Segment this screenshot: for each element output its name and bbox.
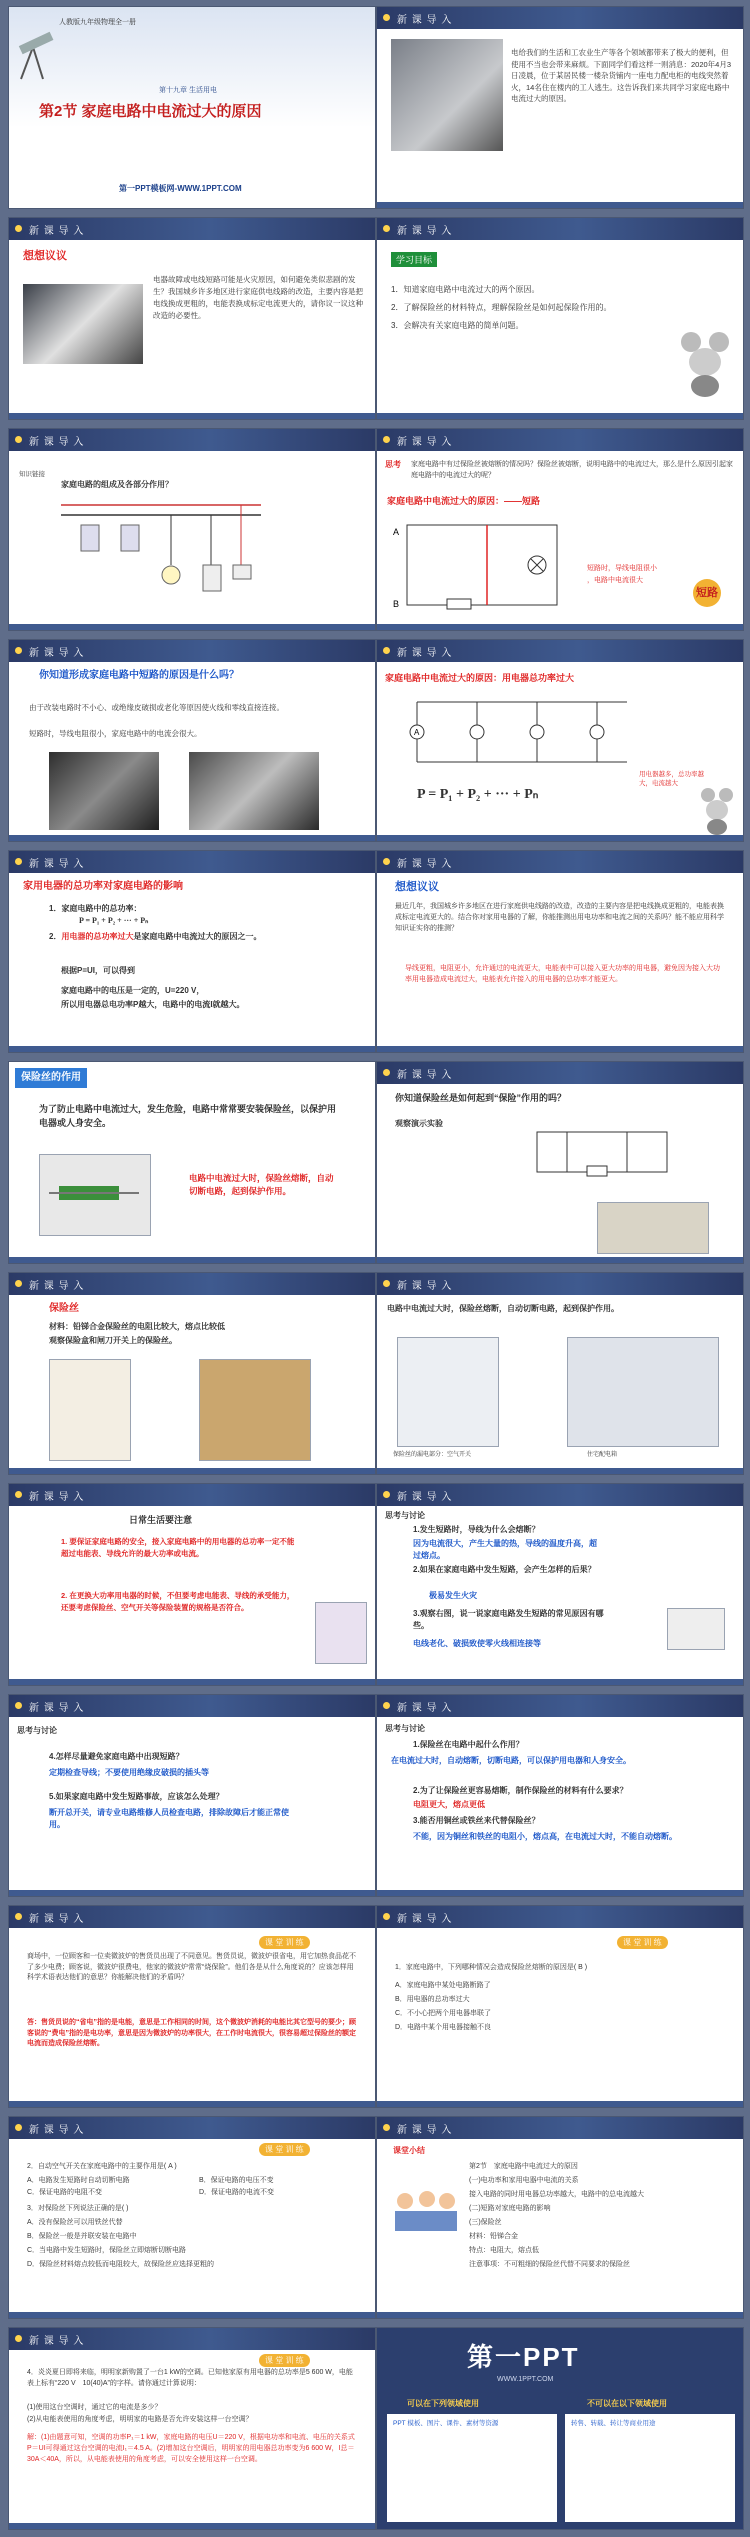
burnt-socket-photo xyxy=(49,752,159,830)
air-switch-caption: 保险丝的漏电部分：空气开关 xyxy=(393,1452,472,1458)
slide-15[interactable] xyxy=(8,1483,376,1686)
q1: 1.发生短路时，导线为什么会熔断？ xyxy=(413,1525,540,1534)
cause-text: 由于改装电路时不小心、或绝缘皮破损或老化等原因使火线和零线直接连接。 xyxy=(29,703,284,712)
q3-option-d[interactable]: D．保险丝材料熔点较低而电阻较大，故保险丝应选择更粗的 xyxy=(27,2261,215,2268)
goal-2: 2．了解保险丝的材料特点，理解保险丝是如何起保险作用的。 xyxy=(391,303,612,312)
fuse-summary: 电路中电流过大时，保险丝熔断，自动切断电路，起到保护作用。 xyxy=(387,1304,619,1313)
slide-header: 新 课 导 入 xyxy=(9,640,375,662)
practice-badge: 课 堂 训 练 xyxy=(617,1936,668,1949)
summary-line-5: (三)保险丝 xyxy=(469,2219,502,2226)
slide-header: 新 课 导 入 xyxy=(9,1273,375,1295)
slide-9[interactable] xyxy=(8,850,376,1053)
forbidden-desc: 转售、转载、转让等商业用途 xyxy=(571,2420,656,2427)
slide-header: 新 课 导 入 xyxy=(9,429,375,451)
power-formula: P = P₁ + P₂ + ··· + Pₙ xyxy=(417,787,539,802)
circuit-caption: 家庭电路的组成及各部分作用？ xyxy=(61,480,173,489)
slide-header: 新 课 导 入 xyxy=(9,2117,375,2139)
fuse-title: 保险丝 xyxy=(49,1303,79,1314)
summary-line-7: 特点：电阻大，熔点低 xyxy=(469,2247,539,2254)
short-circuit-diagram xyxy=(387,515,577,615)
question-3: 3．对保险丝下列说法正确的是( ) xyxy=(27,2205,129,2212)
slide-header: 新 课 导 入 xyxy=(9,218,375,240)
discussion-tag: 想想议议 xyxy=(23,250,67,262)
slide-header: 新 课 导 入 xyxy=(377,2117,743,2139)
problem-q2: (2)从电能表使用的角度考虑，明明家的电路是否允许安装这样一台空调？ xyxy=(27,2416,253,2423)
appliance-photo xyxy=(315,1602,367,1664)
total-power-formula: P = P₁ + P₂ + ··· + Pₙ xyxy=(79,916,149,925)
distribution-box-caption: 住宅配电箱 xyxy=(587,1452,618,1458)
brand-logo: 第一PPT xyxy=(467,2342,580,2372)
slide-18[interactable] xyxy=(376,1694,744,1897)
slide-header: 新 课 导 入 xyxy=(377,1906,743,1928)
slide-title: 第2节 家庭电路中电流过大的原因 xyxy=(39,103,262,120)
slide-header: 新 课 导 入 xyxy=(377,1062,743,1084)
rule-1: 1. 要保证家庭电路的安全，接入家庭电路中的用电器的总功率一定不能超过电能表、导线允许的最大功率或电流。 xyxy=(61,1537,295,1558)
slide-header: 新 课 导 入 xyxy=(377,640,743,662)
experiment-diagram xyxy=(527,1122,687,1192)
q4: 4.怎样尽量避免家庭电路中出现短路？ xyxy=(49,1752,184,1761)
a2: 电阻更大，熔点更低 xyxy=(413,1800,485,1809)
slide-11[interactable] xyxy=(8,1061,376,1264)
conclusion-line: 所以用电器总电功率P越大，电路中的电流I就越大。 xyxy=(61,1000,245,1009)
slide-19[interactable] xyxy=(8,1905,376,2108)
fuse-icon xyxy=(49,1174,139,1214)
parallel-circuit-diagram xyxy=(407,692,637,772)
q2-option-d[interactable]: D．保证电路的电流不变 xyxy=(199,2189,275,2196)
summary-line-4: (二)短路对家庭电路的影响 xyxy=(469,2205,551,2212)
slide-21[interactable] xyxy=(8,2116,376,2319)
scenario-text: 商场中，一位顾客和一位卖微波炉的售货员出现了不同意见。售货员说，微波炉很省电，用它加热食品花不了多少电费；顾客说，微波炉很费电，他家的微波炉常常“烧保险”。他们各是从什么角度说的？应该怎样用科学术语表达他们的意思？你能解决他们的矛盾吗？ xyxy=(27,1953,356,1981)
discuss-title: 思考与讨论 xyxy=(385,1511,425,1520)
slide-header: 新 课 导 入 xyxy=(9,2328,375,2350)
daily-life-title: 日常生活要注意 xyxy=(129,1515,193,1525)
option-c[interactable]: C．不小心把两个用电器串联了 xyxy=(395,2010,492,2017)
svg-text:B: B xyxy=(393,599,400,609)
section-title: 家用电器的总功率对家庭电路的影响 xyxy=(23,881,183,892)
telescope-icon xyxy=(13,27,57,87)
a3: 不能，因为铜丝和铁丝的电阻小，熔点高，在电流过大时，不能自动熔断。 xyxy=(413,1832,677,1841)
slide-header: 新 课 导 入 xyxy=(377,1484,743,1506)
burnt-meter-photo xyxy=(189,752,319,830)
a4: 定期检查导线；不要使用绝缘皮破损的插头等 xyxy=(49,1768,209,1777)
slide-23[interactable] xyxy=(8,2327,376,2530)
section-bar: 保险丝的作用 xyxy=(15,1068,87,1088)
slide-header: 新 课 导 入 xyxy=(9,851,375,873)
problem-answer: 解：(1)由题意可知，空调的功率P₁＝1 kW，家庭电路的电压U＝220 V，根据电功率和电流、电压的关系式P＝UI可得通过这台空调的电流I₁＝4.5 A。(2)增加这台空调后，明明家的用电器总功率变为6 600 W，I总＝30A＜40A，所以，从电能表使用的角度考虑，可以安全使用这样一台空调。 xyxy=(27,2434,355,2463)
practice-badge: 课 堂 训 练 xyxy=(259,2143,310,2156)
slide-17[interactable] xyxy=(8,1694,376,1897)
slide-8[interactable] xyxy=(376,639,744,842)
slide-20[interactable] xyxy=(376,1905,744,2108)
q1: 1.保险丝在电路中起什么作用？ xyxy=(413,1740,524,1749)
discuss-title: 思考与讨论 xyxy=(17,1726,57,1735)
summary-tag: 课堂小结 xyxy=(393,2146,425,2155)
power-cause: 家庭电路中电流过大的原因：用电器总功率过大 xyxy=(385,673,575,683)
q3: 3.能否用铜丝或铁丝来代替保险丝？ xyxy=(413,1816,540,1825)
fuse-effect-text: 电路中电流过大时，保险丝熔断，自动切断电路，起到保护作用。 xyxy=(189,1173,334,1196)
slide-12[interactable] xyxy=(376,1061,744,1264)
slide-header: 新 课 导 入 xyxy=(9,1484,375,1506)
slide-header: 新 课 导 入 xyxy=(377,1695,743,1717)
fuse-material: 材料：铅锑合金保险丝的电阻比较大，熔点比较低 xyxy=(49,1322,225,1331)
option-b[interactable]: B．用电器的总功率过大 xyxy=(395,1996,470,2003)
discussion-answer: 导线更粗，电阻更小，允许通过的电流更大，电能表中可以接入更大功率的用电器，避免因为接入大功率用电器造成电流过大，电能表允许接入的用电器的总功率才能更大。 xyxy=(405,965,720,983)
slide-6[interactable] xyxy=(376,428,744,631)
short-circuit-cause: 家庭电路中电流过大的原因：——短路 xyxy=(387,496,541,506)
q3-option-a[interactable]: A．没有保险丝可以用铁丝代替 xyxy=(27,2219,123,2226)
slide-header: 新 课 导 入 xyxy=(377,218,743,240)
summary-line-8: 注意事项：不可粗细的保险丝代替不同要求的保险丝 xyxy=(469,2261,630,2268)
forbidden-title: 不可以在以下领域使用 xyxy=(587,2399,667,2408)
reason-line: 2．用电器的总功率过大是家庭电路中电流过大的原因之一。 xyxy=(49,932,262,941)
experiment-photo xyxy=(597,1202,709,1254)
practice-badge: 课 堂 训 练 xyxy=(259,1936,310,1949)
mouse-mascot-icon xyxy=(699,786,735,836)
slide-14[interactable] xyxy=(376,1272,744,1475)
slide-4[interactable] xyxy=(376,217,744,420)
discuss-title: 思考与讨论 xyxy=(385,1724,425,1733)
chapter-label: 第十九章 生活用电 xyxy=(159,87,217,94)
short-label: 短路 xyxy=(693,579,721,607)
allowed-desc: PPT 模板、图片、课件、素材等资源 xyxy=(393,2420,499,2427)
think-text: 家庭电路中有过保险丝被熔断的情况吗？保险丝被熔断，说明电路中的电流过大，那么是什么原因引起家庭电路中的电流过大的呢？ xyxy=(411,461,733,479)
total-power-label: 1．家庭电路中的总功率： xyxy=(49,904,142,913)
students-icon xyxy=(391,2187,461,2237)
q5: 5.如果家庭电路中发生短路事故，应该怎么处理？ xyxy=(49,1792,224,1801)
option-d[interactable]: D．电路中某个用电器接触不良 xyxy=(395,2024,492,2031)
scenario-answer: 答：售货员说的“省电”指的是电能，意思是工作相同的时间，这个微波炉消耗的电能比其它型号的要少；顾客说的“费电”指的是电功率，意思是因为微波炉的功率很大，在工作时电流很大，很容易超过保险丝的额定电流而造成保险丝熔断。 xyxy=(27,2019,356,2047)
fuse-purpose-text: 为了防止电路中电流过大，发生危险，电路中常常要安装保险丝，以保护用电器或人身安全。 xyxy=(39,1104,337,1128)
slide-3[interactable] xyxy=(8,217,376,420)
slide-10[interactable] xyxy=(376,850,744,1053)
slide-5[interactable] xyxy=(8,428,376,631)
book-label: 人教版九年级物理全一册 xyxy=(59,19,136,26)
site-label: 第一PPT模板网-WWW.1PPT.COM xyxy=(119,184,242,193)
forbidden-panel xyxy=(565,2414,735,2522)
short-note-2: ，电路中电流很大 xyxy=(587,577,643,584)
summary-line-2: (一)电功率和家用电器中电流的关系 xyxy=(469,2177,579,2184)
observe-label: 观察保险盒和闸刀开关上的保险丝。 xyxy=(49,1336,177,1345)
a3: 电线老化、破损致使零火线相连接等 xyxy=(413,1639,541,1648)
problem-q1: (1)使用这台空调时，通过它的电流是多少？ xyxy=(27,2404,162,2411)
slide-header: 新 课 导 入 xyxy=(9,1695,375,1717)
svg-text:A: A xyxy=(393,527,400,537)
household-circuit-diagram xyxy=(61,495,261,615)
fuse-question: 你知道保险丝是如何起到“保险”作用的吗？ xyxy=(395,1093,567,1103)
slide-2[interactable] xyxy=(376,6,744,209)
voltage-line: 家庭电路中的电压是一定的，U=220 V， xyxy=(61,986,205,995)
slide-header: 新 课 导 入 xyxy=(377,429,743,451)
intro-text: 电给我们的生活和工农业生产等各个领域都带来了极大的便利，但使用不当也会带来麻烦。下面同学们看这样一则消息：2020年4月3日凌晨，位于某居民楼一楼杂货铺内一座电力配电柜的电线突然着火，14名住在楼内的工人逃生。这告诉我们来共同学习家庭电路中电流过大的原因。 xyxy=(511,48,732,103)
question-title: 你知道形成家庭电路中短路的原因是什么吗？ xyxy=(39,670,239,681)
slide-1[interactable] xyxy=(8,6,376,209)
discussion-text: 最近几年，我国城乡许多地区在进行家庭供电线路的改造，改造的主要内容是把电线换成更粗的，电能表换成标定电流更大的。结合你对家用电器的了解，你能推测出用电功率和电流之间的关系吗？能不能应用科学知识证实你的推测？ xyxy=(395,903,724,932)
option-a[interactable]: A．家庭电路中某处电路断路了 xyxy=(395,1982,491,1989)
air-switch-photo xyxy=(397,1337,499,1447)
slide-header: 新 课 导 入 xyxy=(377,7,743,29)
formula-intro: 根据P=UI，可以得到 xyxy=(61,966,136,975)
socket-photo xyxy=(667,1608,725,1650)
short-note-1: 短路时，导线电阻很小 xyxy=(587,565,657,572)
q3-option-b[interactable]: B．保险丝一般是并联安装在电路中 xyxy=(27,2233,137,2240)
summary-line-1: 第2节 家庭电路中电流过大的原因 xyxy=(469,2163,578,2170)
q2-option-b[interactable]: B．保证电路的电压不变 xyxy=(199,2177,274,2184)
rule-2: 2. 在更换大功率用电器的时候，不但要考虑电能表、导线的承受能力，还要考虑保险丝、空气开关等保险装置的规格是否符合。 xyxy=(61,1591,295,1612)
experiment-label: 观察演示实验 xyxy=(395,1119,443,1128)
think-tag: 思考 xyxy=(385,460,401,469)
summary-line-6: 材料：铅锑合金 xyxy=(469,2233,518,2240)
q3: 3.观察右图，说一说家庭电路发生短路的常见原因有哪些。 xyxy=(413,1609,604,1630)
slide-22[interactable] xyxy=(376,2116,744,2319)
fire-photo xyxy=(23,284,143,364)
brand-url: WWW.1PPT.COM xyxy=(497,2376,554,2383)
allowed-title: 可以在下列领域使用 xyxy=(407,2399,479,2408)
q3-option-c[interactable]: C．当电路中发生短路时，保险丝立即熔断切断电路 xyxy=(27,2247,187,2254)
a1: 因为电流很大，产生大量的热，导线的温度升高，超过熔点。 xyxy=(413,1539,597,1560)
a1: 在电流过大时，自动熔断，切断电路，可以保护用电器和人身安全。 xyxy=(391,1756,631,1765)
slide-header: 新 课 导 入 xyxy=(377,1273,743,1295)
slide-24[interactable] xyxy=(376,2327,744,2530)
slide-16[interactable] xyxy=(376,1483,744,1686)
q2: 2.为了让保险丝更容易熔断，制作保险丝的材料有什么要求？ xyxy=(413,1786,628,1795)
goals-tag: 学习目标 xyxy=(391,252,437,267)
link-label: 知识链接 xyxy=(19,471,45,478)
slide-header: 新 课 导 入 xyxy=(377,851,743,873)
a5: 断开总开关，请专业电路维修人员检查电路，排除故障后才能正常使用。 xyxy=(49,1808,289,1829)
slide-7[interactable] xyxy=(8,639,376,842)
discussion-text: 电器故障或电线短路可能是火灾原因，如何避免类似悲剧的发生？我国城乡许多地区进行家庭供电线路的改造，主要内容是把电线换成更粗的，电能表换成标定电流更大的，请你议一议这种改造的必要性。 xyxy=(153,275,363,320)
goal-1: 1．知道家庭电路中电流过大的两个原因。 xyxy=(391,285,540,294)
slide-header: 新 课 导 入 xyxy=(9,1906,375,1928)
knife-switch-photo xyxy=(199,1359,311,1461)
question-2: 2．自动空气开关在家庭电路中的主要作用是( A ) xyxy=(27,2163,177,2170)
mouse-mascot-icon xyxy=(677,328,733,398)
discussion-tag: 想想议议 xyxy=(395,881,439,893)
slide-13[interactable] xyxy=(8,1272,376,1475)
problem-text: 4．炎炎夏日即将来临，明明家新购置了一台1 kW的空调。已知他家原有用电器的总功率是5 600 W，电能表上标有“220 V 10(40)A”的字样。请你通过计算说明： xyxy=(27,2369,353,2387)
allowed-panel xyxy=(387,2414,557,2522)
distribution-box-photo xyxy=(567,1337,719,1447)
q2-option-a[interactable]: A．电路发生短路时自动切断电路 xyxy=(27,2177,130,2184)
goal-3: 3．会解决有关家庭电路的简单问题。 xyxy=(391,321,524,330)
result-text: 短路时，导线电阻很小，家庭电路中的电流会很大。 xyxy=(29,729,202,738)
q2-option-c[interactable]: C．保证电路的电阻不变 xyxy=(27,2189,103,2196)
summary-line-3: 接入电路的同时用电器总功率越大，电路中的总电流越大 xyxy=(469,2191,644,2198)
power-note: 用电器越多，总功率越大，电流越大 xyxy=(639,771,704,787)
practice-badge: 课 堂 训 练 xyxy=(259,2354,310,2367)
svg-text:A: A xyxy=(414,728,420,737)
fuse-box-photo xyxy=(49,1359,131,1461)
q2: 2.如果在家庭电路中发生短路，会产生怎样的后果？ xyxy=(413,1565,596,1574)
fire-photo xyxy=(391,39,503,151)
question-1: 1．家庭电路中，下列哪种情况会造成保险丝熔断的原因是( B ) xyxy=(395,1964,588,1971)
a2: 极易发生火灾 xyxy=(429,1591,477,1600)
